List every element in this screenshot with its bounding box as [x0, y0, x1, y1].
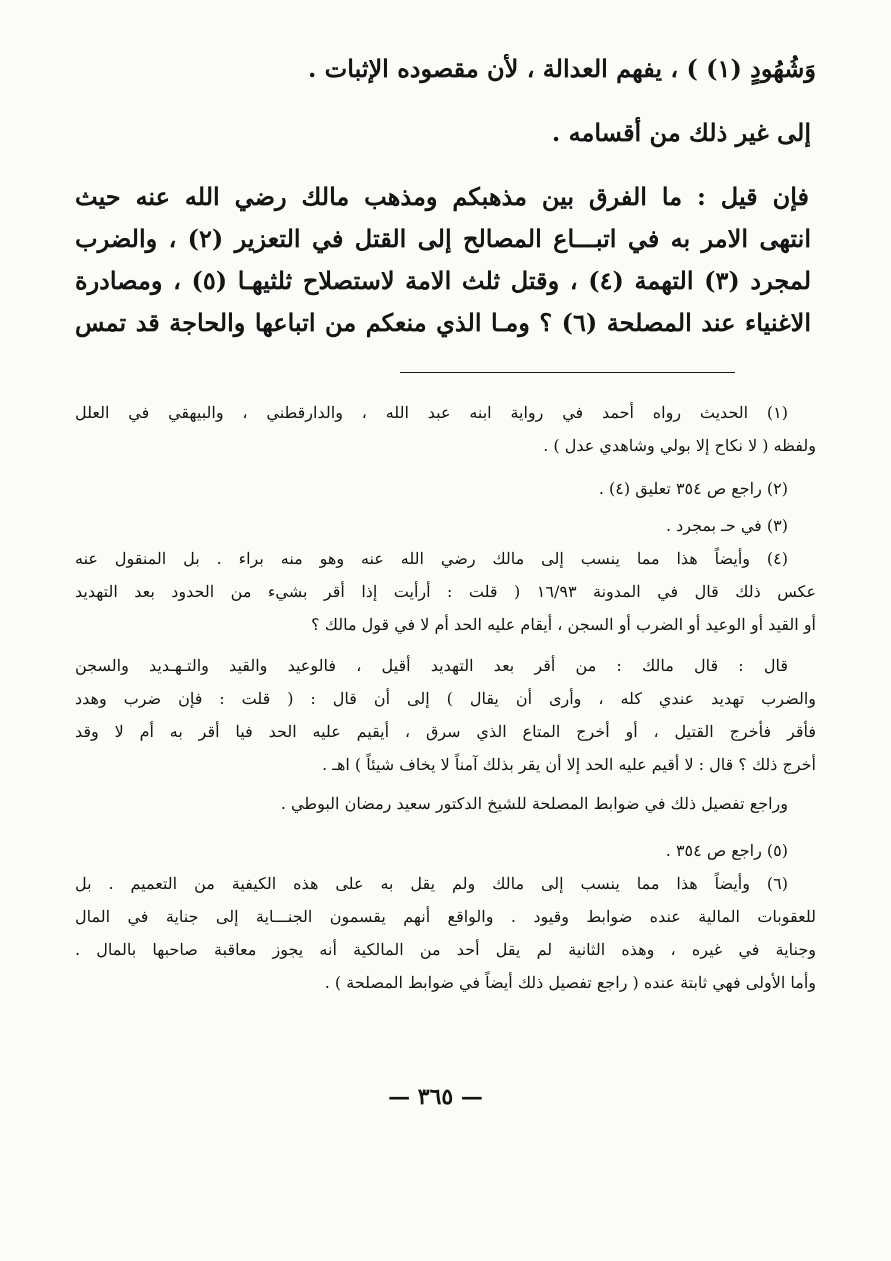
footnote-line: (٢) راجع ص ٣٥٤ تعليق (٤) .: [598, 479, 788, 498]
footnote-5: [75, 834, 816, 867]
main-text-line: إلى غير ذلك من أقسامه .: [551, 118, 811, 147]
spacer: [75, 641, 816, 649]
footnote-line: والضرب تهديد عندي كله ، وأرى أن يقال ) إلى أن قال : ( قلت : فإن ضرب وهدد: [75, 689, 816, 708]
footnote-line: وجناية في غيره ، وهذه الثانية لم يقل أحد من المالكية أنه يجوز معاقبة صاحبها بالمال .: [75, 940, 816, 959]
main-text-line: انتهى الامر به في اتبـــاع المصالح إلى القتل في التعزير (٢) ، والضرب: [75, 224, 812, 253]
footnote-line: وأما الأولى فهي ثابتة عنده ( راجع تفصيل ذلك أيضاً في ضوابط المصلحة ) .: [324, 973, 816, 992]
footnote-2: [75, 472, 816, 505]
main-text-line: وَشُهُودٍ (١) ) ، يفهم العدالة ، لأن مقصوده الإثبات .: [307, 54, 816, 83]
footnote-4-continued: [75, 649, 816, 781]
footnote-line: للعقوبات المالية عنده ضوابط وقيود . والواقع أنهم يقسمون الجنـــاية إلى جناية في المال: [75, 907, 816, 926]
spacer: [75, 462, 816, 472]
footnote-line: عكس ذلك قال في المدونة ١٦/٩٣ ( قلت : أرأيت إذا أقر بشيء من الحدود بعد التهديد: [75, 582, 817, 601]
footnote-line: (١) الحديث رواه أحمد في رواية ابنه عبد الله ، والدارقطني ، والبيهقي في العلل: [75, 403, 789, 422]
footnote-1: [75, 396, 816, 462]
footnote-line: قال : قال مالك : من أقر بعد التهديد أقيل ، فالوعيد والقيد والتـهـديد والسجن: [75, 656, 788, 675]
footnotes-block: [75, 396, 816, 999]
footnote-line: وراجع تفصيل ذلك في ضوابط المصلحة للشيخ الدكتور سعيد رمضان البوطي .: [280, 794, 788, 813]
footnote-line: (٣) في حـ بمجرد .: [665, 516, 788, 535]
main-text-line: الاغنياء عند المصلحة (٦) ؟ ومـا الذي منعكم من اتباعها والحاجة قد تمس: [75, 308, 811, 337]
footnote-divider: [400, 372, 735, 373]
footnote-line: ولفظه ( لا نكاح إلا بولي وشاهدي عدل ) .: [543, 436, 816, 455]
footnote-line: (٤) وأيضاً هذا مما ينسب إلى مالك رضي الله عنه وهو منه براء . بل المنقول عنه: [75, 549, 788, 568]
page-number: — ٣٦٥ —: [388, 1084, 483, 1110]
footnote-line: (٦) وأيضاً هذا مما ينسب إلى مالك ولم يقل به على هذه الكيفية من التعميم . بل: [75, 874, 788, 893]
footnote-4: [75, 542, 816, 641]
main-text-block: [75, 48, 816, 344]
main-text-line: لمجرد (٣) التهمة (٤) ، وقتل ثلث الامة لاستصلاح ثلثيهـا (٥) ، ومصادرة: [75, 266, 812, 295]
footnote-line: فأقر فأخرج القتيل ، أو أخرج المتاع الذي سرق ، أيقيم عليه الحد فيا أقر به أم لا وقد: [75, 722, 816, 741]
footnote-line: أخرج ذلك ؟ قال : لا أقيم عليه الحد إلا أن يقر بذلك آمناً لا يخاف شيئاً ) اهـ .: [322, 755, 816, 774]
footnote-6: [75, 867, 816, 999]
footnote-4-reference: [75, 787, 816, 820]
main-text-line: فإن قيل : ما الفرق بين مذهبكم ومذهب مالك رضي الله عنه حيث: [75, 182, 809, 211]
spacer: [75, 820, 816, 834]
footnote-3: [75, 509, 816, 542]
footnote-line: (٥) راجع ص ٣٥٤ .: [665, 841, 788, 860]
footnote-line: أو القيد أو الوعيد أو الضرب أو السجن ، أيقام عليه الحد أم لا في قول مالك ؟: [311, 615, 816, 634]
